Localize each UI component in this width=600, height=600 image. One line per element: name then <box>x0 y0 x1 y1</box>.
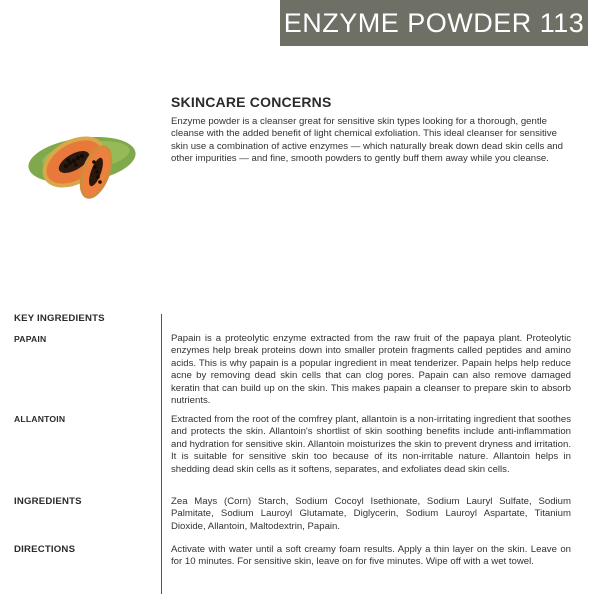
ingredients-text: Zea Mays (Corn) Starch, Sodium Cocoyl Isethionate, Sodium Lauryl Sulfate, Sodium Palmitate, Sodium Lauroyl Glutamate, Diglycerin, Sodium Lauroyl Aspartate, Titanium Dioxide, Allantoin, Maltodextrin, Papain. <box>171 496 571 532</box>
skincare-concerns-text: Enzyme powder is a cleanser great for sensitive skin types looking for a thorough, gentle cleanse with the added benefit of light chemical exfoliation. This ideal cleanser for sensitive skin use a combination of active enzymes — which naturally break down dead skin cells and other impurities — and fine, smooth powders to gently buff them away while you cleanse. <box>171 116 563 165</box>
allantoin-text: Extracted from the root of the comfrey plant, allantoin is a non-irritating ingredient that soothes and protects the skin. Allantoin's shortlist of skin soothing benefits include anti-inflammation and hydration for sensitive skin. Allantoin moisturizes the skin to prevent dryness and irritation. It is suitable for sensitive skin too because of its non-irritable nature. Allantoin helps in shedding dead skin cells as it softens, separates, and exfoliates dead skin cells. <box>171 414 571 475</box>
papain-text: Papain is a proteolytic enzyme extracted from the raw fruit of the papaya plant. Proteolytic enzymes help break proteins down into smaller protein fragments called peptides and amino acids. This is why papain is a popular ingredient in meat tenderizer. Papain helps help reduce acne by removing dead skin cells that can clog pores. Papain can also remove damaged keratin that can build up on the skin. This makes papain a cleanser to prepare skin to absorb nutrients. <box>171 333 571 407</box>
directions-text: Activate with water until a soft creamy foam results. Apply a thin layer on the skin. Leave on for 10 minutes. For sensitive skin, leave on for five minutes. Wipe off with a wet towel. <box>171 544 571 568</box>
papaya-image <box>24 120 144 204</box>
section-divider <box>161 314 162 594</box>
directions-label: DIRECTIONS <box>14 544 76 555</box>
papain-label: PAPAIN <box>14 334 47 344</box>
product-title: ENZYME POWDER 113 <box>280 0 588 46</box>
ingredients-label: INGREDIENTS <box>14 496 82 507</box>
skincare-concerns-section <box>171 94 576 166</box>
allantoin-label: ALLANTOIN <box>14 414 66 424</box>
key-ingredients-heading: KEY INGREDIENTS <box>14 313 105 324</box>
skincare-concerns-heading: SKINCARE CONCERNS <box>171 94 332 110</box>
